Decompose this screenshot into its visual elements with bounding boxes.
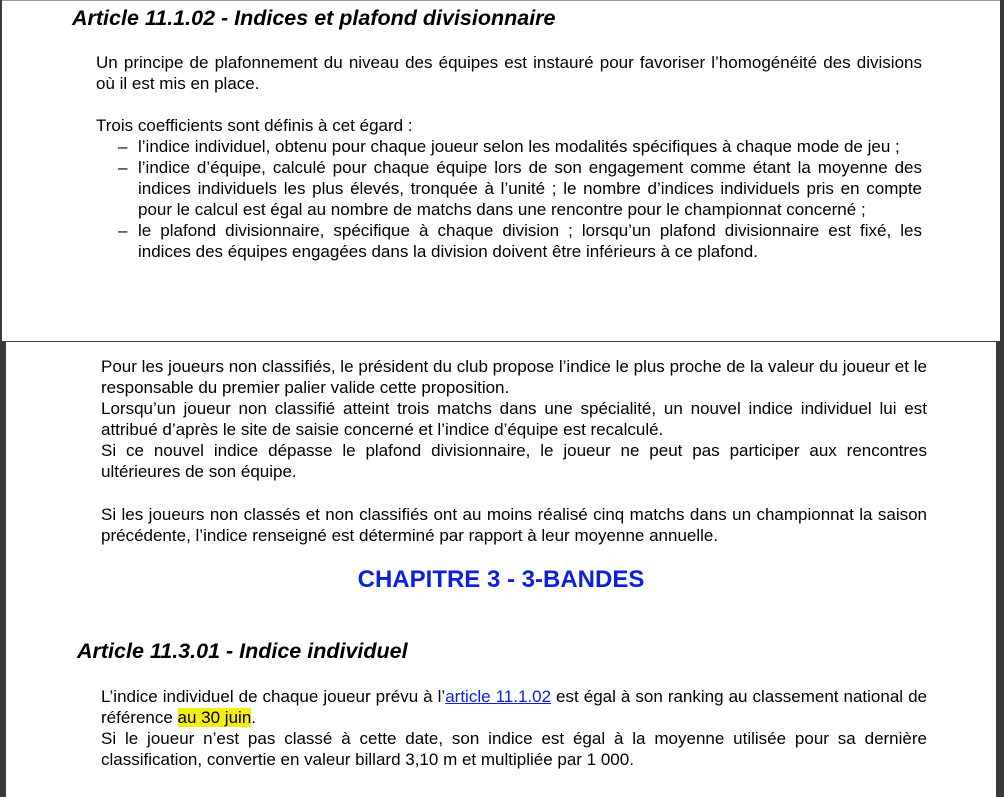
text-run: . bbox=[251, 708, 257, 727]
dash-bullet: – bbox=[118, 137, 128, 156]
paragraph-indice-individuel bbox=[101, 686, 927, 728]
text-line: Lorsqu’un joueur non classifié atteint trois matchs dans une spécialité, un nouvel indice individuel lui est attribué d’après le site de saisie concerné et l’indice d’équipe est recalculé. bbox=[101, 399, 927, 439]
text-line: Pour les joueurs non classifiés, le président du club propose l’indice le plus proche de la valeur du joueur et le responsable du premier palier valide cette proposition. bbox=[101, 357, 927, 397]
paragraph-non-classes: Si les joueurs non classés et non classifiés ont au moins réalisé cinq matchs dans un championnat la saison précédente, l’indice renseigné est déterminé par rapport à leur moyenne annuelle. bbox=[101, 505, 927, 545]
chapter-title: CHAPITRE 3 - 3-BANDES bbox=[357, 566, 645, 593]
paragraph-non-classe: Si le joueur n’est pas classé à cette date, son indice est égal à la moyenne utilisée pour sa dernière classification, convertie en valeur billard 3,10 m et multipliée par 1 000. bbox=[101, 729, 927, 769]
dash-bullet: – bbox=[118, 158, 128, 177]
highlighted-date: au 30 juin bbox=[177, 708, 252, 727]
paragraph-coefficients-intro: Trois coefficients sont définis à cet égard : bbox=[96, 116, 413, 135]
list-item bbox=[96, 220, 922, 262]
article-11-3-01-title: Article 11.3.01 - Indice individuel bbox=[77, 639, 408, 663]
text-run: est égal à son ranking au classement national de référence bbox=[101, 687, 927, 727]
text-run: L’indice individuel de chaque joueur prévu à l’ bbox=[101, 687, 446, 706]
text-line: Si ce nouvel indice dépasse le plafond divisionnaire, le joueur ne peut pas participer aux rencontres ultérieures de son équipe. bbox=[101, 441, 927, 481]
document-page-2 bbox=[6, 342, 996, 797]
coefficients-list bbox=[96, 136, 922, 262]
article-11-1-02-title: Article 11.1.02 - Indices et plafond divisionnaire bbox=[72, 6, 556, 30]
paragraph-plafonnement: Un principe de plafonnement du niveau des équipes est instauré pour favoriser l’homogénéité des divisions où il est mis en place. bbox=[96, 53, 922, 93]
list-item bbox=[96, 136, 922, 157]
list-item-text: l’indice d’équipe, calculé pour chaque équipe lors de son engagement comme étant la moyenne des indices individuels les plus élevés, tronquée à l’unité ; le nombre d’indices individuels pris en compte pour le calcul est égal au nombre de matchs dans une rencontre pour le championnat concerné ; bbox=[138, 158, 922, 219]
list-item-text: le plafond divisionnaire, spécifique à chaque division ; lorsqu’un plafond divisionnaire est fixé, les indices des équipes engagées dans la division doivent être inférieurs à ce plafond. bbox=[138, 221, 922, 261]
list-item-text: l’indice individuel, obtenu pour chaque joueur selon les modalités spécifiques à chaque mode de jeu ; bbox=[138, 137, 900, 156]
dash-bullet: – bbox=[118, 221, 128, 240]
list-item bbox=[96, 157, 922, 220]
paragraph-non-classifies bbox=[101, 356, 927, 482]
document-page-1 bbox=[2, 0, 1000, 341]
article-11-1-02-link[interactable]: article 11.1.02 bbox=[445, 687, 552, 706]
